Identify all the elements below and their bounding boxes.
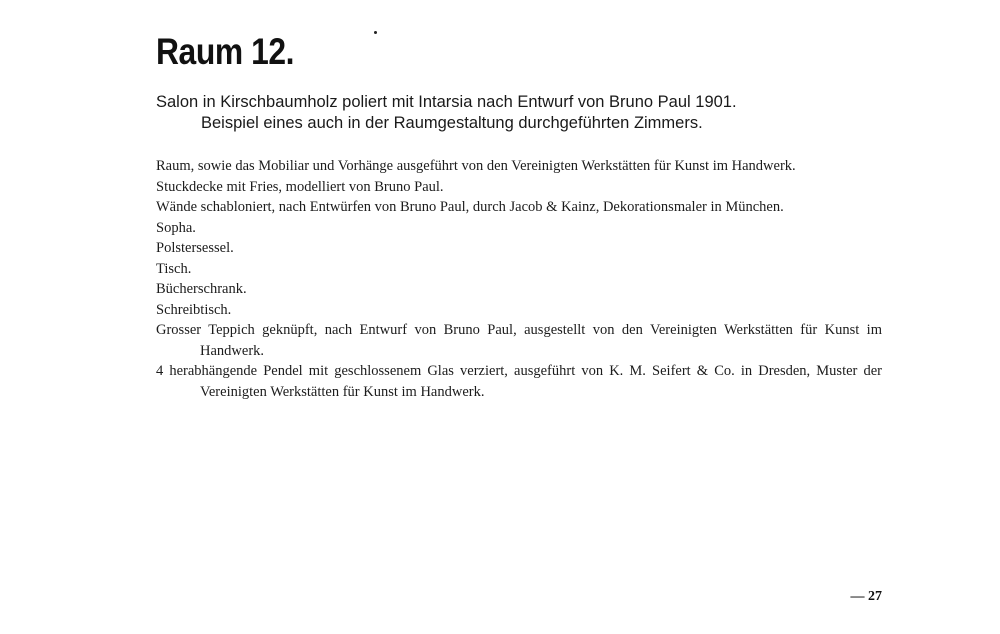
print-speck <box>374 31 377 34</box>
description-line-1: Salon in Kirschbaumholz poliert mit Intarsia nach Entwurf von Bruno Paul 1901. <box>156 93 737 111</box>
list-item: Polstersessel. <box>156 240 234 256</box>
room-description <box>156 92 886 134</box>
list-item: Stuckdecke mit Fries, modelliert von Bruno Paul. <box>156 178 444 195</box>
list-item: Bücherschrank. <box>156 281 247 297</box>
list-item: Wände schabloniert, nach Entwürfen von Bruno Paul, durch Jacob & Kainz, Dekorationsmaler in München. <box>156 199 784 215</box>
room-heading: Raum 12. <box>156 31 295 72</box>
description-line-2: Beispiel eines auch in der Raumgestaltung durchgeführten Zimmers. <box>201 114 703 132</box>
furnishing-list <box>156 156 882 402</box>
list-item: Schreibtisch. <box>156 301 232 318</box>
list-item: Tisch. <box>156 260 192 277</box>
list-item: Raum, sowie das Mobiliar und Vorhänge ausgeführt von den Vereinigten Werkstätten für Kunst im Handwerk. <box>156 158 796 174</box>
list-item: Sopha. <box>156 219 196 236</box>
list-item: 4 herabhängende Pendel mit geschlossenem Glas verziert, ausgeführt von K. M. Seifert & Co. in Dresden, Muster der Vereinigten Werkstätten für Kunst im Handwerk. <box>156 363 882 400</box>
list-item: Grosser Teppich geknüpft, nach Entwurf von Bruno Paul, ausgestellt von den Vereinigten Werkstätten für Kunst im Handwerk. <box>156 322 882 359</box>
page-number: — 27 <box>850 589 882 604</box>
